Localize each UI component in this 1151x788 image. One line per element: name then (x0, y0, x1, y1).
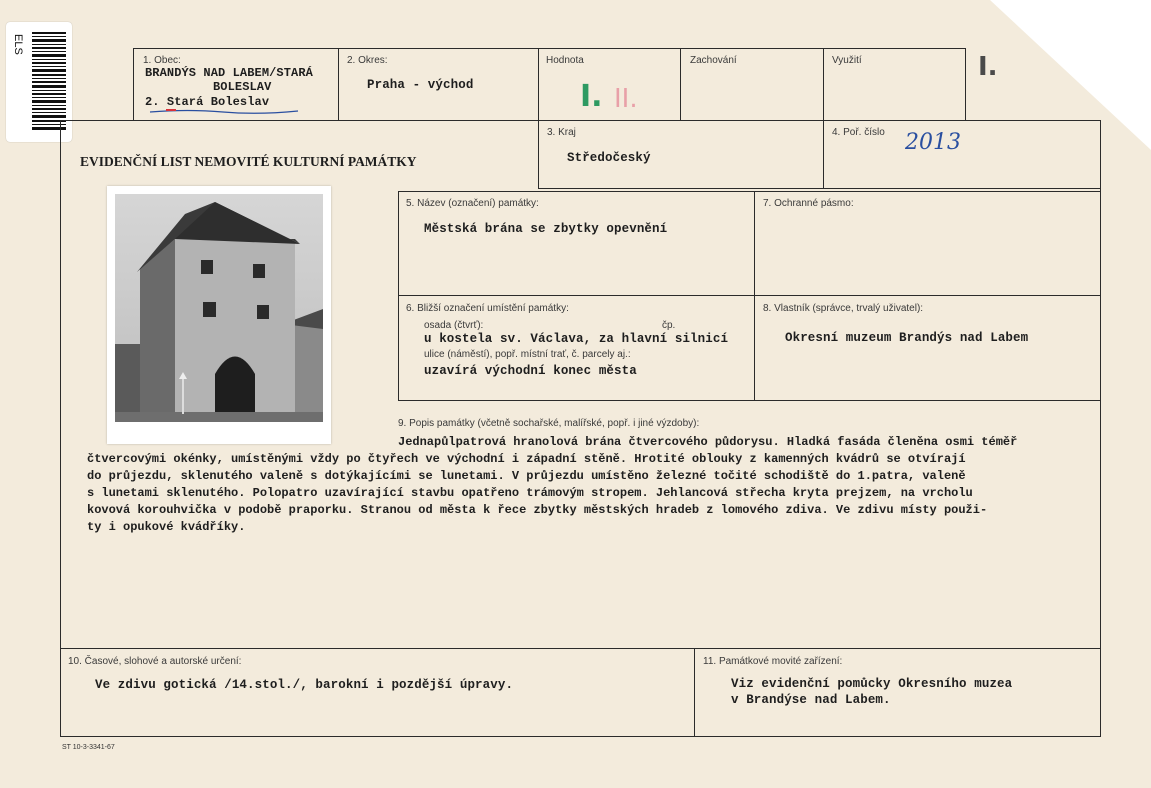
obec-value-line1: BRANDÝS NAD LABEM/STARÁ (145, 66, 313, 80)
monument-photo (107, 186, 331, 444)
barcode-label: ELS (12, 34, 24, 55)
por-cislo-label: 4. Poř. číslo (832, 127, 885, 138)
hodnota-value-red: II. (614, 84, 638, 114)
osada-label: osada (čtvrť): (424, 320, 484, 331)
popis-line-4: s lunetami sklenutého. Polopatro uzavírající stavbu opatřeno trámovým stropem. Jehlancová střecha kryta prejzem, na vrcholu (87, 486, 973, 500)
popis-label: 9. Popis památky (včetně sochařské, malířské, popř. i jiné výzdoby): (398, 418, 700, 429)
movite-zarizeni-value-line2: v Brandýse nad Labem. (731, 693, 891, 707)
movite-zarizeni-value-line1: Viz evidenční pomůcky Okresního muzea (731, 677, 1013, 691)
casove-urceni-value: Ve zdivu gotická /14.stol./, barokní i pozdější úpravy. (95, 678, 514, 692)
cp-label: čp. (662, 320, 676, 331)
umisteni-value-line2: uzavírá východní konec města (424, 364, 637, 378)
form-title: EVIDENČNÍ LIST NEMOVITÉ KULTURNÍ PAMÁTKY (80, 154, 417, 169)
kraj-label: 3. Kraj (547, 127, 576, 138)
popis-line-1: Jednapůlpatrová hranolová brána čtvercového půdorysu. Hladká fasáda členěna osmi téměř (398, 435, 1018, 449)
casove-urceni-label: 10. Časové, slohové a autorské určení: (68, 656, 242, 667)
nazev-label: 5. Název (označení) památky: (406, 198, 539, 209)
nazev-value: Městská brána se zbytky opevnění (424, 222, 668, 236)
obec-label: 1. Obec: (143, 55, 181, 66)
ochranne-pasmo-label: 7. Ochranné pásmo: (763, 198, 854, 209)
category-mark: I. (978, 52, 998, 82)
umisteni-label: 6. Bližší označení umístění památky: (406, 303, 569, 314)
por-cislo-value: 2013 (905, 130, 961, 155)
movite-zarizeni-label: 11. Památkové movité zařízení: (703, 656, 843, 667)
red-correction-mark (166, 95, 176, 111)
popis-line-6: ty i opukové kvádříky. (87, 520, 246, 534)
footer-code: ST 10-3-3341-67 (62, 744, 115, 751)
barcode-sticker (6, 22, 72, 142)
popis-line-5: kovová korouhvička v podobě praporku. Stranou od města k řece zbytky městských hradeb z lomového zdiva. Ve zdivu místy použi- (87, 503, 988, 517)
zachovani-label: Zachování (690, 55, 737, 66)
popis-line-2: čtvercovými okénky, umístěnými vždy po čtyřech ve východní i západní stěně. Hrotité oblouky z kamenných kvádrů se otvírají (87, 452, 966, 466)
vyuziti-label: Využití (832, 55, 862, 66)
umisteni-value-line1: u kostela sv. Václava, za hlavní silnicí (424, 332, 729, 346)
okres-value: Praha - východ (367, 78, 474, 92)
vlastnik-value: Okresní muzeum Brandýs nad Labem (785, 331, 1029, 345)
ulice-label: ulice (náměstí), popř. místní trať, č. parcely aj.: (424, 349, 631, 360)
obec-value-line3: 2. Stará Boleslav (145, 95, 270, 109)
kraj-value: Středočeský (567, 151, 651, 165)
vlastnik-label: 8. Vlastník (správce, trvalý uživatel): (763, 303, 924, 314)
hodnota-label: Hodnota (546, 55, 584, 66)
obec-value-line2: BOLESLAV (213, 80, 272, 94)
barcode-icon (32, 32, 66, 132)
okres-label: 2. Okres: (347, 55, 388, 66)
popis-line-3: do průjezdu, sklenutého valeně s dotýkajícími se lunetami. V průjezdu umístěno železné točité schodiště do 1.patra, valeně (87, 469, 966, 483)
hodnota-value-green: I. (580, 79, 603, 114)
city-gate-photo (115, 194, 323, 422)
